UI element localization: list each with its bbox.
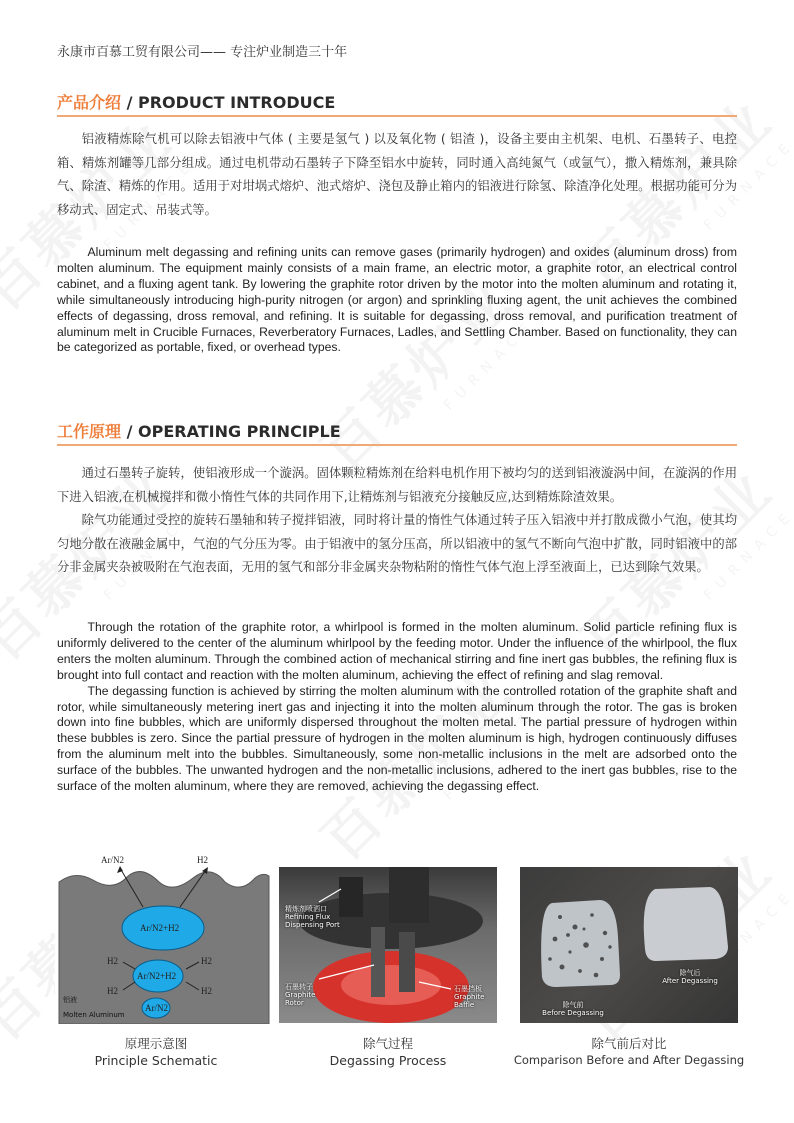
label-h2: H2	[201, 986, 212, 996]
principle-en-text	[57, 620, 737, 795]
caption-comparison: 除气前后对比 Comparison Before and After Degassing	[513, 1036, 745, 1067]
graphite-baffle	[399, 932, 415, 992]
schematic-diagram	[55, 852, 273, 1024]
product-en-text	[57, 245, 737, 356]
comparison-photo	[520, 867, 738, 1023]
label-rotor: 石墨转子 Graphite Rotor	[285, 983, 316, 1007]
product-cn-text	[57, 128, 737, 222]
graphite-rotor	[371, 927, 385, 997]
section-title-cn: 产品介绍	[57, 93, 122, 112]
paragraph: 铝液精炼除气机可以除去铝液中气体 ( 主要是氢气 ) 以及氧化物 ( 铝渣 )，设备主要由主机架、电机、石墨转子、电控箱、精炼剂罐等几部分组成。通过电机带动石墨转子下降至铝水中旋转，同时通入高纯氮气（或氩气），撒入精炼剂，兼具除气、除渣、精炼的作用。适用于对坩埚式熔炉、池式熔炉、浇包及静止箱内的铝液进行除氢、除渣净化处理。根据功能可分为移动式、固定式、吊装式等。	[57, 132, 737, 217]
label-baffle: 石墨挡板 Graphite Baffle	[454, 985, 485, 1009]
label-mid-bubble: Ar/N2+H2	[137, 971, 177, 981]
label-port: 精炼剂喷洒口 Refining Flux Dispensing Port	[285, 905, 340, 929]
paragraph: The degassing function is achieved by stirring the molten aluminum with the controlled rotation of the graphite shaft and rotor, while simultaneously metering inert gas and injecting it into the molten aluminum through the rotor. The gas is broken down into fine bubbles, which are uniformly dispersed throughout the molten metal. The partial pressure of hydrogen within these bubbles is zero. Since the partial pressure of hydrogen in the molten aluminum is high, hydrogen continuously diffuses from the aluminum melt into the bubbles. Simultaneously, some non-metallic inclusions in the melt are adsorbed onto the surface of the bubbles. The unwanted hydrogen and the non-metallic inclusions, adhered to the inert gas bubbles, rise to the surface of the molten aluminum, where they are removed, achieving the degassing effect.	[57, 683, 737, 794]
label-melt-en: Molten Aluminum	[63, 1011, 125, 1019]
label-out-h2: H2	[197, 855, 208, 865]
sample-before	[541, 900, 620, 987]
principle-schematic-figure	[55, 852, 273, 1024]
section-title-en: / OPERATING PRINCIPLE	[121, 422, 341, 441]
photo-illustration	[520, 867, 738, 1023]
section-divider	[57, 444, 737, 446]
section-title-en: / PRODUCT INTRODUCE	[121, 93, 336, 112]
label-out-gas: Ar/N2	[101, 855, 124, 865]
paragraph: Through the rotation of the graphite rotor, a whirlpool is formed in the molten aluminum. Solid particle refining flux is uniformly delivered to the center of the aluminum whirlpool by the feeding motor. Under the influence of the whirlpool, the flux enters the molten aluminum. Through the combined action of mechanical stirring and fine inert gas bubbles, the refining flux is brought into full contact and reaction with the molten aluminum, achieving the effect of refining and slag removal.	[57, 620, 737, 682]
label-h2: H2	[201, 956, 212, 966]
label-big-bubble: Ar/N2+H2	[140, 923, 180, 933]
principle-cn-text	[57, 462, 737, 580]
paragraph: Aluminum melt degassing and refining units can remove gases (primarily hydrogen) and oxides (aluminum dross) from molten aluminum. The equipment mainly consists of a main frame, an electric motor, a graphite rotor, an electrical control cabinet, and a fluxing agent tank. By lowering the graphite rotor driven by the motor into the molten aluminum and rotating it, while simultaneously introducing high-purity nitrogen (or argon) and sprinkling fluxing agent, the unit achieves the combined effects of degassing, dross removal, and refining. It is suitable for degassing, dross removal, and purification treatment of aluminum melt in Crucible Furnaces, Reverberatory Furnaces, Ladles, and Settling Chamber. Based on functionality, they can be categorized as portable, fixed, or overhead types.	[57, 245, 737, 355]
page-header: 永康市百慕工贸有限公司—— 专注炉业制造三十年	[57, 45, 348, 60]
paragraph: 通过石墨转子旋转，使铝液形成一个漩涡。固体颗粒精炼剂在给料电机作用下被均匀的送到铝液漩涡中间，在漩涡的作用下进入铝液,在机械搅拌和微小惰性气体的共同作用下,让精炼剂与铝液充分接触反应,达到精炼除渣效果。	[57, 466, 737, 504]
label-before: 除气前 Before Degassing	[542, 1001, 604, 1017]
caption-schematic: 原理示意图 Principle Schematic	[94, 1036, 218, 1068]
paragraph: 除气功能通过受控的旋转石墨轴和转子搅拌铝液，同时将计量的惰性气体通过转子压入铝液中并打散成微小气泡，使其均匀地分散在液融金属中，气泡的气分压为零。由于铝液中的氢分压高，所以铝液中的氢气不断向气泡中扩散，同时铝液中的部分非金属夹杂被吸附在气泡表面，无用的氢气和部分非金属夹杂物粘附的惰性气体气泡上浮至液面上，已达到除气效果。	[57, 513, 737, 574]
label-small-bubble: Ar/N2	[145, 1003, 168, 1013]
section-title-product	[57, 90, 335, 113]
sample-after	[644, 887, 728, 961]
degassing-process-photo	[279, 867, 497, 1023]
section-title-cn: 工作原理	[57, 422, 122, 441]
caption-process: 除气过程 Degassing Process	[329, 1036, 447, 1068]
label-melt-cn: 铝液	[63, 996, 77, 1004]
label-h2: H2	[107, 956, 118, 966]
section-title-principle	[57, 419, 341, 442]
label-after: 除气后 After Degassing	[662, 969, 718, 985]
label-h2: H2	[107, 986, 118, 996]
section-divider	[57, 115, 737, 117]
